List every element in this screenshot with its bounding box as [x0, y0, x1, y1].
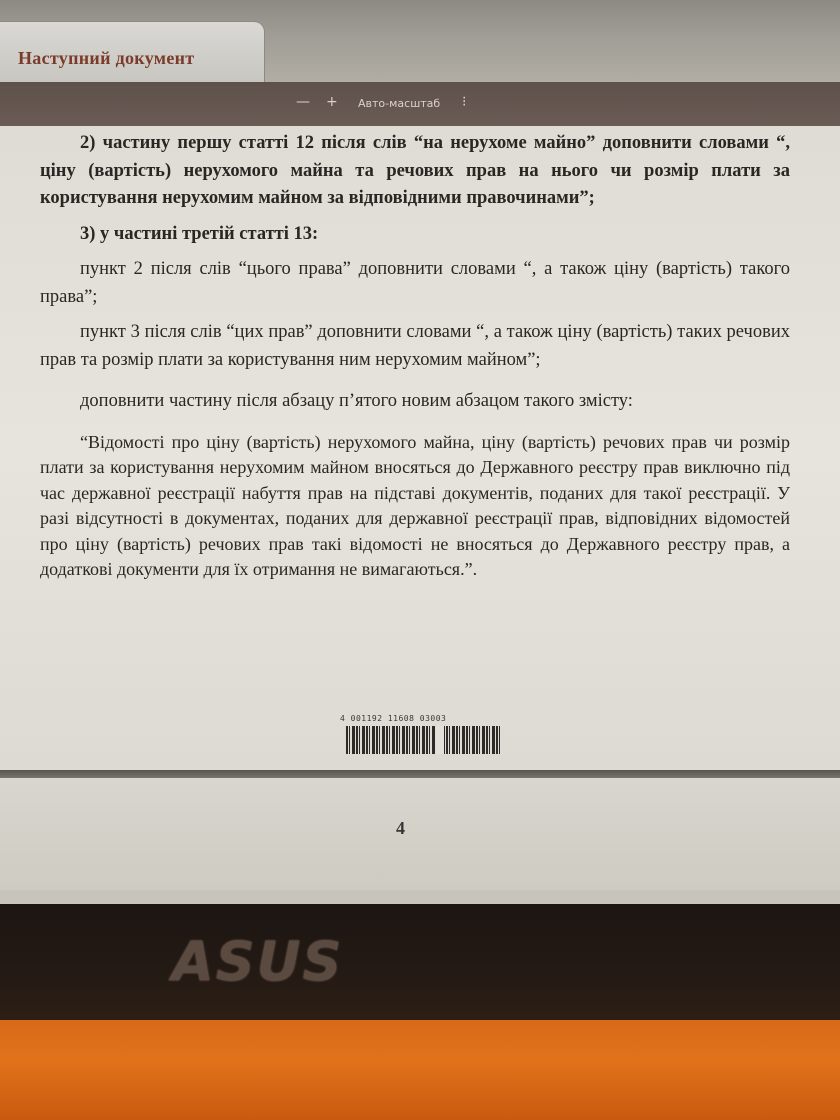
- zoom-out-button[interactable]: —: [296, 94, 310, 110]
- document-body: [40, 130, 790, 583]
- screen-edge: [0, 890, 840, 904]
- barcode-number: 4 001192 11608 03003: [340, 714, 447, 723]
- page-number: 4: [396, 818, 405, 838]
- paragraph-4: пункт 3 після слів “цих прав” доповнити словами “, а також ціну (вартість) таких речових прав та розмір плати за користування ним нерухомим майном”;: [40, 322, 790, 370]
- page-separator: [0, 770, 840, 778]
- paragraph-1: 2) частину першу статті 12 після слів “на нерухоме майно” доповнити словами “, ціну (вартість) нерухомого майна та речових прав на нього чи розмір плати за користування нерухомим майном за відповідними правочинами”;: [40, 133, 790, 208]
- barcode: [340, 714, 510, 754]
- paragraph-6: “Відомості про ціну (вартість) нерухомого майна, ціну (вартість) речових прав чи розмір плати за користування нерухомим майном вносяться до Державного реєстру прав виключно під час державної реєстрації набуття прав на підставі документів, поданих для такої реєстрації. У разі відсутності в документах, поданих для державної реєстрації прав, відповідних відомостей про ціну (вартість) речових прав такі відомості не вносяться до Державного реєстру прав, а додаткові документи для їх отримання не вимагаються.”.: [40, 431, 790, 579]
- laptop-bezel: [0, 904, 840, 1020]
- document-page: [0, 126, 840, 774]
- asus-logo: ASUS: [172, 930, 344, 993]
- page-footer-area: [0, 778, 840, 890]
- paragraph-2: 3) у частині третій статті 13:: [80, 223, 319, 244]
- paragraph-3: пункт 2 після слів “цього права” доповнити словами “, а також ціну (вартість) такого права”;: [40, 259, 790, 307]
- tab-next-document[interactable]: [0, 22, 264, 82]
- desk-surface: [0, 1020, 840, 1120]
- more-options-icon[interactable]: ⁝: [462, 94, 467, 110]
- zoom-select[interactable]: Авто-масштаб: [358, 97, 441, 110]
- tab-label: Наступний документ: [18, 48, 195, 68]
- viewer-toolbar: [0, 82, 840, 126]
- paragraph-5: доповнити частину після абзацу п’ятого новим абзацом такого змісту:: [80, 391, 633, 411]
- barcode-bars: [346, 726, 502, 754]
- zoom-in-button[interactable]: +: [326, 94, 338, 110]
